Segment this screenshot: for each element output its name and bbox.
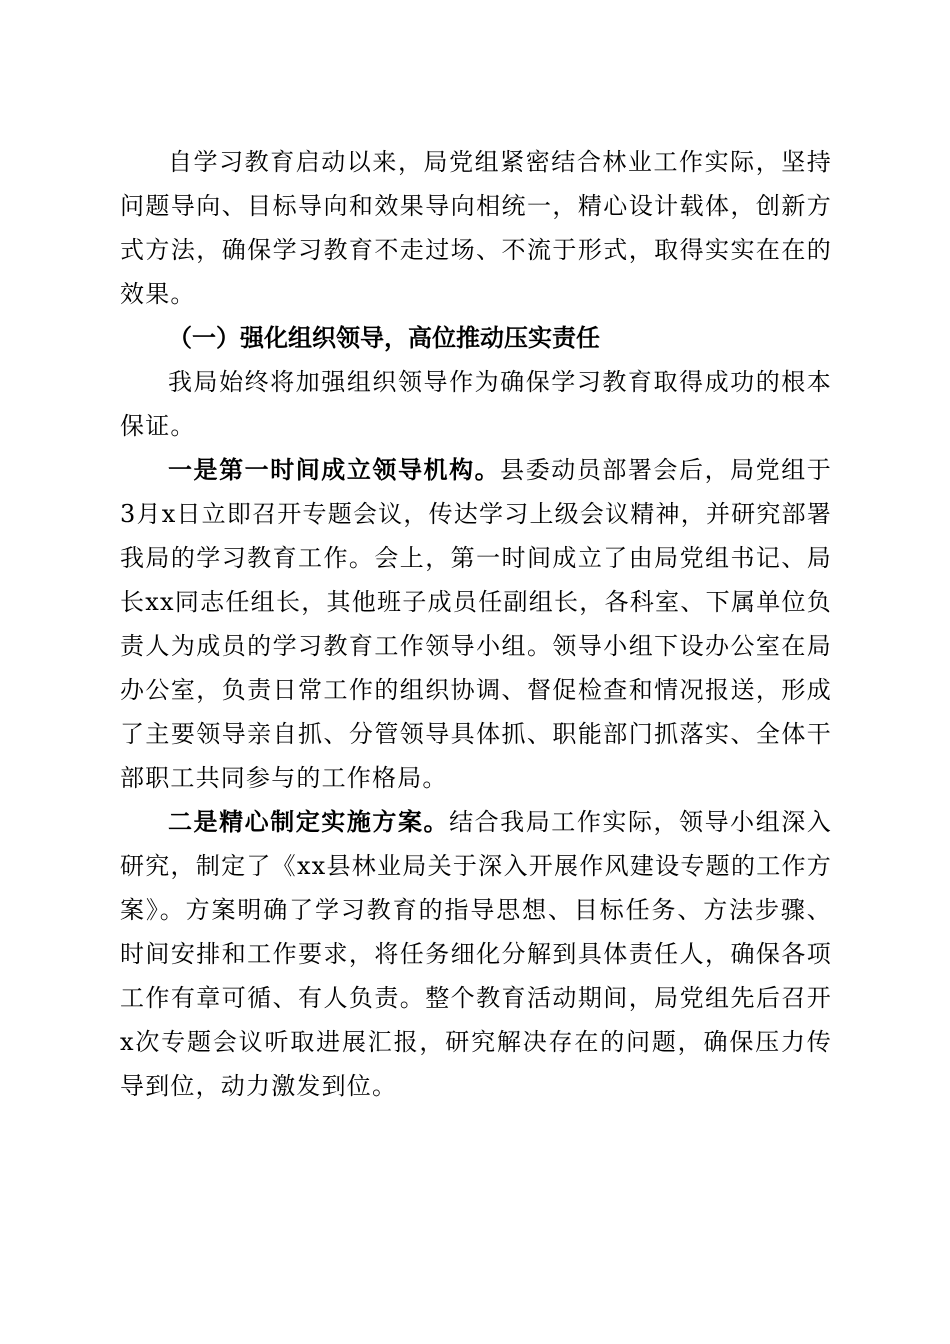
intro-paragraph xyxy=(120,140,832,316)
point-one-paragraph xyxy=(120,448,832,800)
section-heading: （一）强化组织领导，高位推动压实责任 xyxy=(168,323,600,352)
document-body xyxy=(120,140,832,1108)
point-one-text: 县委动员部署会后，局党组于3月x日立即召开专题会议，传达学习上级会议精神，并研究部署我局的学习教育工作。会上，第一时间成立了由局党组书记、局长xx同志任组长，其他班子成员任副组长，各科室、下属单位负责人为成员的学习教育工作领导小组。领导小组下设办公室在局办公室，负责日常工作的组织协调、督促检查和情况报送，形成了主要领导亲自抓、分管领导具体抓、职能部门抓落实、全体干部职工共同参与的工作格局。 xyxy=(120,456,832,792)
point-two-lead: 二是精心制定实施方案。 xyxy=(168,807,450,836)
section-intro-paragraph-text: 我局始终将加强组织领导作为确保学习教育取得成功的根本保证。 xyxy=(120,368,832,440)
section-intro-paragraph xyxy=(120,360,832,448)
point-two-paragraph xyxy=(120,800,832,1108)
point-one-lead: 一是第一时间成立领导机构。 xyxy=(168,455,501,484)
point-two-text: 结合我局工作实际，领导小组深入研究，制定了《xx县林业局关于深入开展作风建设专题的工作方案》。方案明确了学习教育的指导思想、目标任务、方法步骤、时间安排和工作要求，将任务细化分解到具体责任人，确保各项工作有章可循、有人负责。整个教育活动期间，局党组先后召开x次专题会议听取进展汇报，研究解决存在的问题，确保压力传导到位，动力激发到位。 xyxy=(120,808,833,1100)
intro-paragraph-text: 自学习教育启动以来，局党组紧密结合林业工作实际，坚持问题导向、目标导向和效果导向相统一，精心设计载体，创新方式方法，确保学习教育不走过场、不流于形式，取得实实在在的效果。 xyxy=(120,148,832,308)
